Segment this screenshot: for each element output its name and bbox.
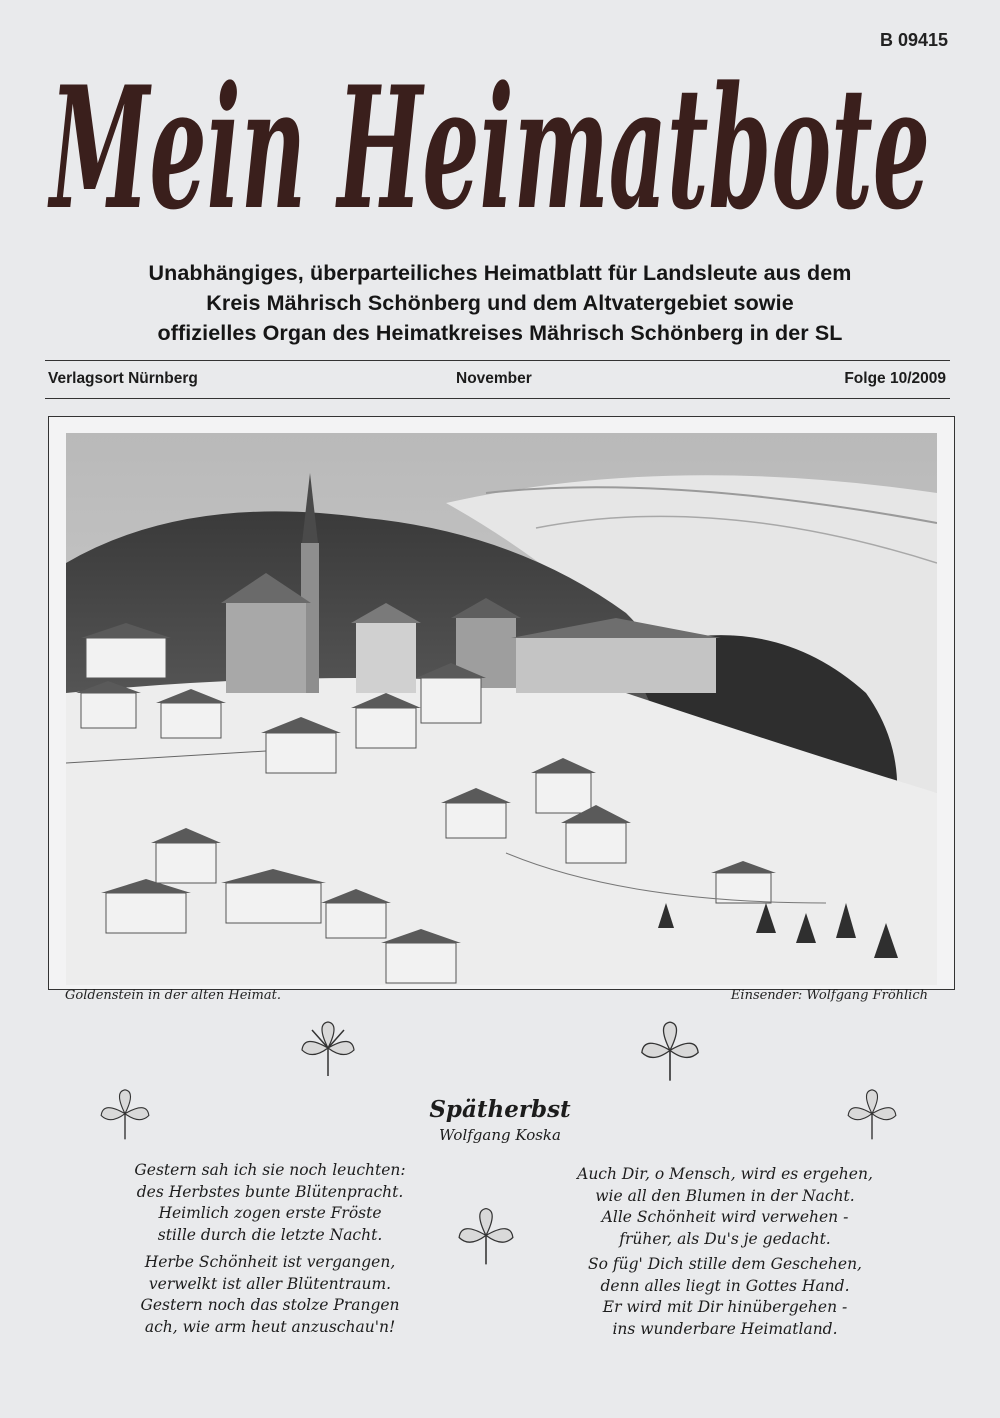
poem-line: Gestern sah ich sie noch leuchten: [134, 1161, 406, 1179]
poem-stanza [80, 1252, 460, 1338]
photo-frame [48, 416, 955, 990]
leaf-icon [298, 1020, 358, 1080]
subtitle-line: Unabhängiges, überparteiliches Heimatblatt für Landsleute aus dem [148, 261, 852, 285]
poem-line: ins wunderbare Heimatland. [612, 1319, 838, 1338]
poem-line: Alle Schönheit wird verwehen - [601, 1208, 849, 1226]
poem-line: des Herbstes bunte Blütenpracht. [136, 1182, 404, 1201]
village-photo [66, 433, 937, 985]
subtitle-line: offizielles Organ des Heimatkreises Mährisch Schönberg in der SL [157, 321, 843, 345]
poem-title: Spätherbst [429, 1096, 571, 1123]
publication-place: Verlagsort Nürnberg [48, 370, 198, 387]
poem-line: verwelkt ist aller Blütentraum. [148, 1274, 392, 1293]
divider [45, 398, 950, 399]
poem-line: früher, als Du's je gedacht. [619, 1229, 831, 1248]
subtitle [40, 258, 960, 348]
poem-stanza [80, 1160, 460, 1246]
issue-month: November [456, 370, 532, 387]
poem-line: Gestern noch das stolze Prangen [140, 1296, 400, 1314]
poem-line: So füg' Dich stille dem Geschehen, [588, 1255, 862, 1273]
issue-info-bar [48, 370, 948, 394]
poem-stanza [525, 1254, 925, 1340]
photo-caption: Goldenstein in der alten Heimat. [65, 988, 281, 1003]
leaf-icon [635, 1020, 705, 1085]
poem-line: Er wird mit Dir hinübergehen - [602, 1298, 848, 1316]
poem-line: wie all den Blumen in der Nacht. [595, 1186, 855, 1205]
issn-number: B 09415 [879, 30, 948, 50]
poem-line: denn alles liegt in Gottes Hand. [600, 1276, 850, 1295]
poem-line: Herbe Schönheit ist vergangen, [144, 1253, 396, 1271]
poem-stanza [525, 1164, 925, 1250]
issue-number: Folge 10/2009 [844, 370, 946, 387]
poem-line: ach, wie arm heut anzuschau'n! [144, 1317, 396, 1336]
leaf-icon [455, 1205, 517, 1270]
poem-author: Wolfgang Koska [439, 1126, 561, 1144]
masthead-title-text: Mein Heimatbote [47, 49, 931, 247]
photo-credit: Einsender: Wolfgang Fröhlich [730, 988, 928, 1003]
divider [45, 360, 950, 361]
subtitle-line: Kreis Mährisch Schönberg und dem Altvatergebiet sowie [206, 291, 794, 315]
masthead-title [40, 22, 940, 252]
poem-line: stille durch die letzte Nacht. [157, 1225, 383, 1244]
poem-line: Heimlich zogen erste Fröste [158, 1204, 382, 1222]
poem-line: Auch Dir, o Mensch, wird es ergehen, [577, 1165, 873, 1183]
